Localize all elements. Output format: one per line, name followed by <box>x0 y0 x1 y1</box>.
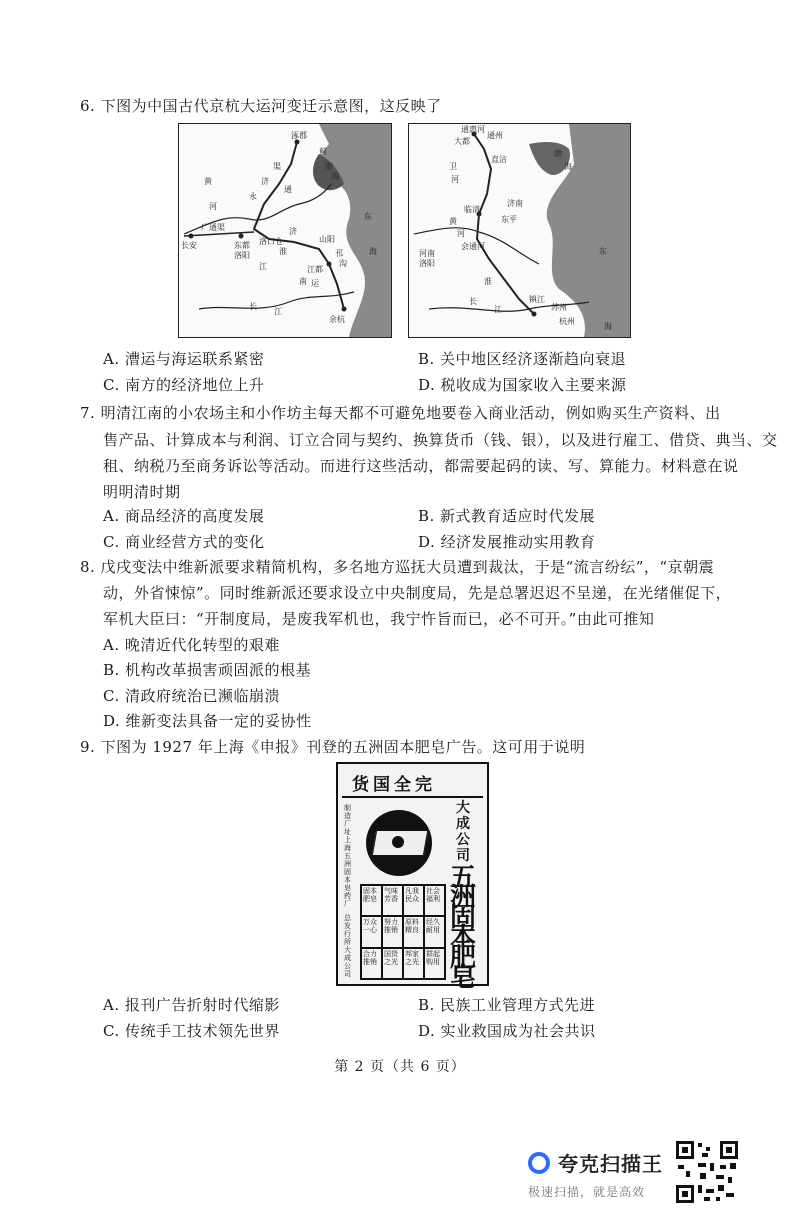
map-label: 运 <box>311 279 319 288</box>
ad-slogan: 气味芳香 <box>382 885 403 916</box>
map-label: 江 <box>259 262 267 271</box>
map-label: 山阳 <box>319 235 335 244</box>
map-label: 通惠河 <box>461 125 485 134</box>
ad-top-title: 货国全完 <box>352 775 436 795</box>
q7-option-a: A. 商品经济的高度发展 <box>103 507 265 525</box>
jiangdu-marker <box>327 262 332 267</box>
luoyang-marker <box>239 234 244 239</box>
map-label: 河 <box>457 229 465 238</box>
map-label: 苏州 <box>551 303 567 312</box>
map-label: 淮 <box>484 277 492 286</box>
ad-product-name: 五洲固本肥皂 <box>450 863 477 993</box>
sea-shape <box>319 124 391 337</box>
ad-side-text: 制造厂址上海五洲固本皂药厂 <box>344 804 351 908</box>
ad-slogan: 邦家之光 <box>403 948 424 979</box>
q9-option-a: A. 报刊广告折射时代缩影 <box>103 996 280 1014</box>
map-label: 会通河 <box>461 242 485 251</box>
q9-option-d: D. 实业救国成为社会共识 <box>418 1022 596 1040</box>
map-label: 河南 <box>419 249 435 258</box>
map-label: 江 <box>494 305 502 314</box>
map-label: 洛阳 <box>419 259 435 268</box>
scanner-slogan: 极速扫描，就是高效 <box>528 1185 646 1199</box>
map-label: 东 <box>599 247 607 256</box>
yuhang-marker <box>342 307 347 312</box>
map-label: 海 <box>564 162 572 171</box>
map-label: 洛口仓 <box>259 237 283 246</box>
q7-option-d: D. 经济发展推动实用教育 <box>418 533 596 551</box>
map-label: 永 <box>249 192 257 201</box>
scanner-logo-icon <box>528 1152 550 1174</box>
map-label: 邗 <box>335 249 343 258</box>
map-label: 蓟 <box>319 147 327 156</box>
map-label: 河 <box>451 175 459 184</box>
q7-option-b: B. 新式教育适应时代发展 <box>418 507 596 525</box>
map-label: 南 <box>299 277 307 286</box>
changan-marker <box>189 234 194 239</box>
q7-line-3: 租、纳税乃至商务诉讼等活动。而进行这些活动，都需要起码的读、写、算能力。材料意在说 <box>103 457 739 475</box>
q9-option-b: B. 民族工业管理方式先进 <box>418 996 596 1014</box>
sui-canal-svg <box>179 124 391 337</box>
map-label: 海 <box>604 322 612 331</box>
map-label: 临清 <box>464 205 480 214</box>
q7-line-2: 售产品、计算成本与利润、订立合同与契约、换算货币（钱、银），以及进行雇工、借贷、典当、交 <box>103 431 778 449</box>
q7-line-1: 7. 明清江南的小农场主和小作坊主每天都不可避免地要卷入商业活动，例如购买生产资料、出 <box>80 404 721 422</box>
map-label: 济 <box>289 227 297 236</box>
yuan-canal-svg <box>409 124 630 337</box>
q6-option-d: D. 税收成为国家收入主要来源 <box>418 376 627 394</box>
q6-option-a: A. 漕运与海运联系紧密 <box>103 350 265 368</box>
q8-line-2: 动，外省悚惊”。同时维新派还要求设立中央制度局，先是总署迟迟不呈递，在光绪催促下， <box>103 584 732 602</box>
map-label: 大都 <box>454 137 470 146</box>
grand-canal-map-sui <box>178 123 392 338</box>
map-label: 渠 <box>273 162 281 171</box>
map-label: 江都 <box>307 265 323 274</box>
map-label: 济 <box>261 177 269 186</box>
q9-option-c: C. 传统手工技术领先世界 <box>103 1022 280 1040</box>
map-label: 广通渠 <box>201 223 225 232</box>
q8-line-1: 8. 戊戌变法中维新派要求精简机构，多名地方巡抚大员遭到裁汰，于是“流言纷纭”，“京朝震 <box>80 558 715 576</box>
ad-slogan: 努力推销 <box>382 916 403 947</box>
grand-canal-map-yuan <box>408 123 631 338</box>
map-label: 沟 <box>339 259 347 268</box>
q7-line-4: 明明清时期 <box>103 483 181 501</box>
map-label: 卫 <box>449 162 457 171</box>
map-label: 余杭 <box>329 315 345 324</box>
map-label: 东平 <box>501 215 517 224</box>
map-label: 镇江 <box>529 295 545 304</box>
q6-option-c: C. 南方的经济地位上升 <box>103 376 265 394</box>
q6-option-b: B. 关中地区经济逐渐趋向衰退 <box>418 350 627 368</box>
ad-slogan: 原料精良 <box>403 916 424 947</box>
qr-code-icon <box>676 1141 738 1203</box>
map-label: 长 <box>469 297 477 306</box>
map-label: 渤 <box>554 149 562 158</box>
ad-slogan: 群起购用 <box>424 948 445 979</box>
ad-slogan: 凡我民众 <box>403 885 424 916</box>
map-label: 渤 <box>325 162 333 171</box>
q9-stem: 9. 下图为 1927 年上海《申报》刊登的五洲固本肥皂广告。这可用于说明 <box>80 738 586 756</box>
q6-stem: 6. 下图为中国古代京杭大运河变迁示意图，这反映了 <box>80 97 442 115</box>
ad-brand: 大成公司 <box>456 800 470 864</box>
ad-slogan: 国货之光 <box>382 948 403 979</box>
scanner-brand: 夸克扫描王 <box>558 1152 663 1176</box>
ad-side-text-2: 总发行所大成公司 <box>344 914 351 978</box>
map-label: 江 <box>274 307 282 316</box>
map-label: 通州 <box>487 131 503 140</box>
scanner-watermark <box>528 1148 663 1200</box>
hangzhou-marker <box>532 312 537 317</box>
map-label: 海 <box>369 247 377 256</box>
map-label: 河 <box>209 202 217 211</box>
q8-option-c: C. 清政府统治已濒临崩溃 <box>103 687 280 705</box>
map-label: 济南 <box>507 199 523 208</box>
map-label: 淮 <box>279 247 287 256</box>
ad-divider <box>342 796 483 798</box>
map-label: 通 <box>284 185 292 194</box>
map-label: 涿郡 <box>291 131 307 140</box>
map-label: 长安 <box>181 241 197 250</box>
guangtong-canal-line <box>184 232 254 236</box>
ad-slogan: 万众一心 <box>361 916 382 947</box>
map-label: 直沽 <box>491 155 507 164</box>
soap-advertisement <box>336 762 489 993</box>
q8-option-d: D. 维新变法具备一定的妥协性 <box>103 712 312 730</box>
map-label: 东 <box>364 212 372 221</box>
ad-slogan: 固本肥皂 <box>361 885 382 916</box>
ad-slogan-grid <box>360 884 446 980</box>
q8-line-3: 军机大臣曰：“开制度局，是废我军机也，我宁忤旨而已，必不可开。”由此可推知 <box>103 610 655 628</box>
map-label: 海 <box>331 172 339 181</box>
map-label: 长 <box>249 302 257 311</box>
q8-option-a: A. 晚清近代化转型的艰难 <box>103 636 280 654</box>
ad-slogan: 合力推销 <box>361 948 382 979</box>
map-label: 东都 <box>234 241 250 250</box>
page-footer: 第 2 页（共 6 页） <box>334 1059 466 1075</box>
zhuojun-marker <box>295 140 300 145</box>
map-label: 杭州 <box>559 317 575 326</box>
map-label: 黄 <box>449 217 457 226</box>
map-label: 洛阳 <box>234 251 250 260</box>
map-label: 黄 <box>204 177 212 186</box>
ad-slogan: 社会福利 <box>424 885 445 916</box>
q7-option-c: C. 商业经营方式的变化 <box>103 533 265 551</box>
ad-slogan: 经久耐用 <box>424 916 445 947</box>
soap-emblem-icon <box>366 810 432 876</box>
q8-option-b: B. 机构改革损害顽固派的根基 <box>103 661 312 679</box>
